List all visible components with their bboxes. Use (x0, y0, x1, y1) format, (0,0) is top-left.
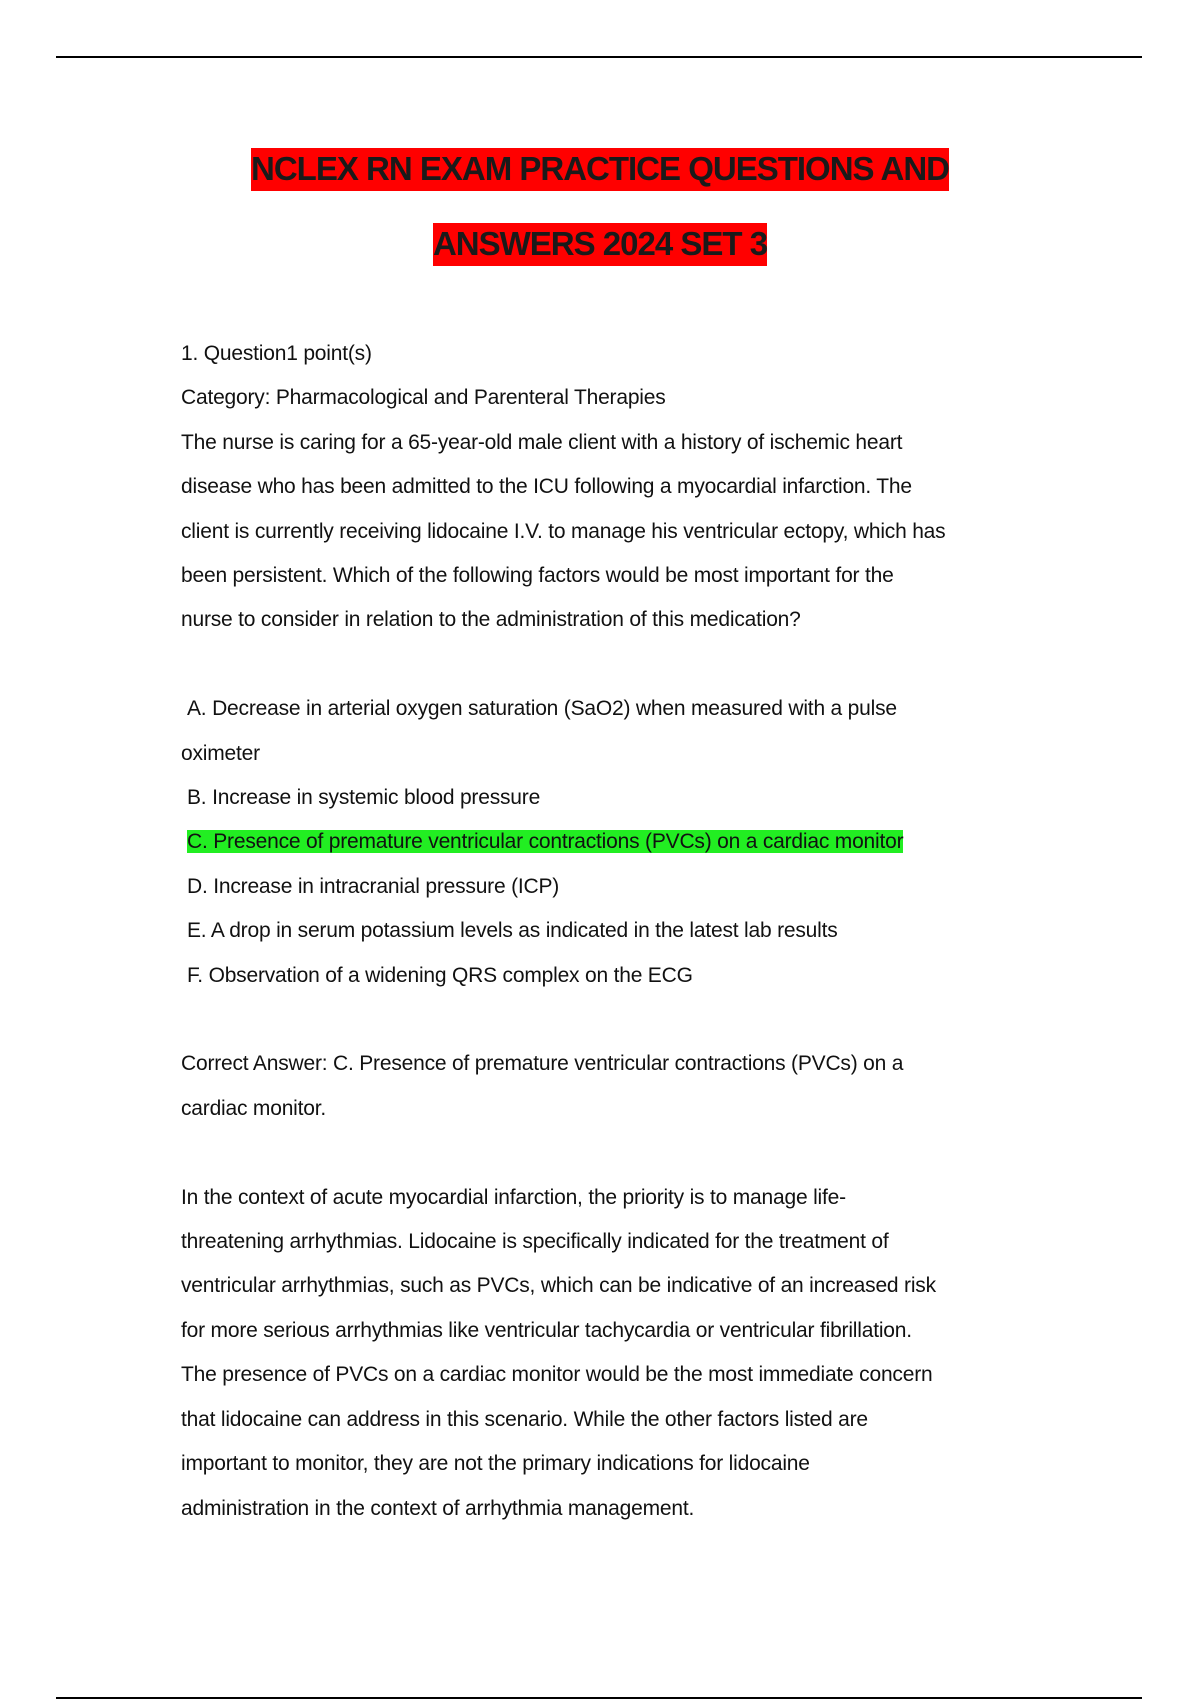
spacer (181, 1131, 1031, 1175)
title-highlight-2: ANSWERS 2024 SET 3 (433, 223, 767, 266)
spacer (181, 643, 1031, 687)
top-rule (56, 56, 1142, 58)
rationale-line: administration in the context of arrhythmia management. (181, 1496, 695, 1520)
rationale-line: The presence of PVCs on a cardiac monitor would be the most immediate concern (181, 1363, 933, 1387)
bottom-rule (56, 1697, 1142, 1699)
option-c-correct-highlight: C. Presence of premature ventricular contractions (PVCs) on a cardiac monitor (187, 830, 904, 854)
option-b: B. Increase in systemic blood pressure (187, 786, 541, 810)
rationale-line: that lidocaine can address in this scenario. While the other factors listed are (181, 1407, 868, 1431)
question-stem-line: disease who has been admitted to the ICU following a myocardial infarction. The (181, 475, 912, 499)
question-content (181, 332, 1031, 1531)
question-stem-line: nurse to consider in relation to the administration of this medication? (181, 608, 801, 632)
question-category: Category: Pharmacological and Parenteral Therapies (181, 386, 666, 410)
question-stem-line: been persistent. Which of the following factors would be most important for the (181, 564, 894, 588)
option-d: D. Increase in intracranial pressure (ICP) (187, 874, 560, 898)
spacer (181, 998, 1031, 1042)
document-title-line-2 (0, 225, 1200, 263)
option-e: E. A drop in serum potassium levels as indicated in the latest lab results (187, 919, 838, 943)
rationale-line: important to monitor, they are not the primary indications for lidocaine (181, 1452, 810, 1476)
option-c-row (181, 820, 1031, 864)
option-a-line-1: A. Decrease in arterial oxygen saturation (SaO2) when measured with a pulse (187, 697, 897, 721)
question-stem-line: The nurse is caring for a 65-year-old male client with a history of ischemic heart (181, 430, 903, 454)
correct-answer-line: Correct Answer: C. Presence of premature ventricular contractions (PVCs) on a (181, 1052, 904, 1076)
correct-answer-line: cardiac monitor. (181, 1096, 327, 1120)
option-f: F. Observation of a widening QRS complex on the ECG (187, 963, 693, 987)
question-header: 1. Question1 point(s) (181, 342, 372, 365)
question-stem-line: client is currently receiving lidocaine I.V. to manage his ventricular ectopy, which has (181, 519, 946, 543)
rationale-line: for more serious arrhythmias like ventricular tachycardia or ventricular fibrillation. (181, 1318, 912, 1342)
document-title-line-1 (0, 150, 1200, 188)
title-highlight-1: NCLEX RN EXAM PRACTICE QUESTIONS AND (251, 148, 949, 191)
rationale-line: threatening arrhythmias. Lidocaine is specifically indicated for the treatment of (181, 1230, 889, 1254)
rationale-line: ventricular arrhythmias, such as PVCs, which can be indicative of an increased risk (181, 1274, 936, 1298)
rationale-line: In the context of acute myocardial infarction, the priority is to manage life- (181, 1185, 846, 1209)
option-a-line-2: oximeter (181, 741, 260, 765)
